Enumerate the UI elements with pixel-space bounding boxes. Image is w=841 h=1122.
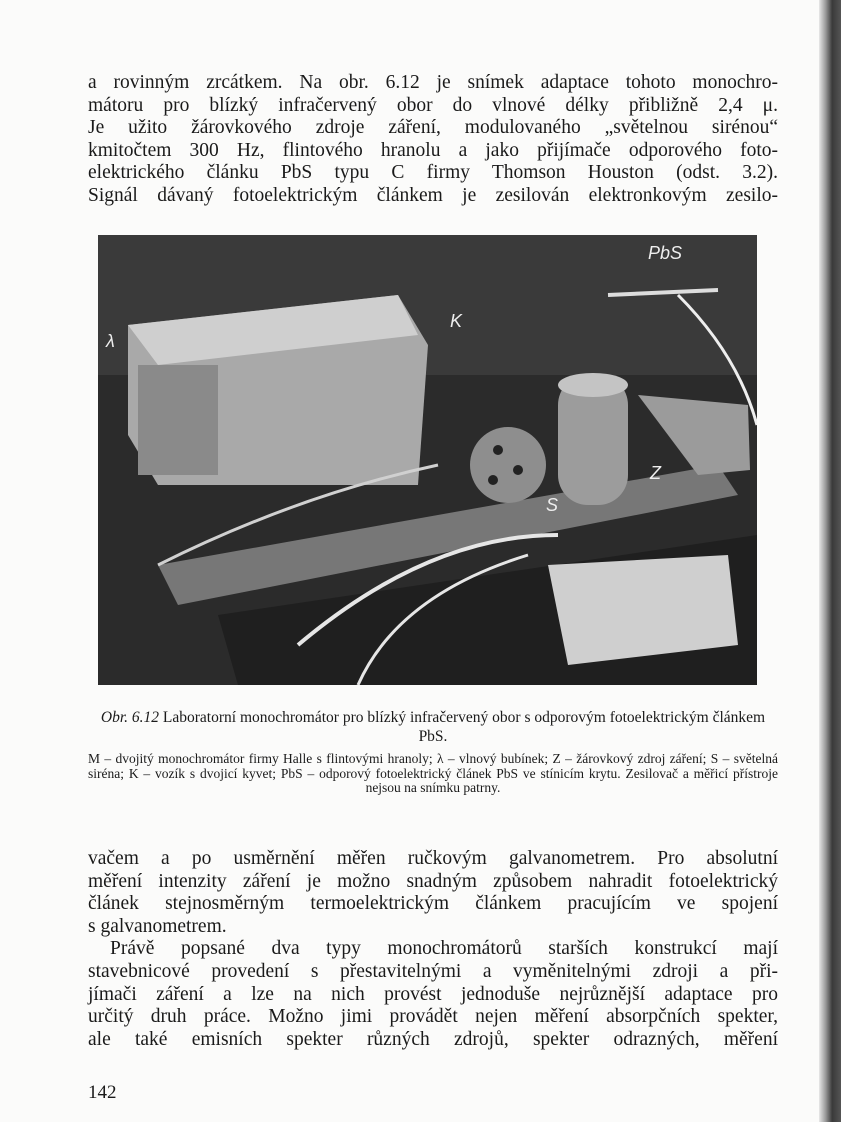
- text-line: ale také emisních spekter různých zdrojů, spekter odrazných, měření: [88, 1028, 778, 1050]
- text-line: článek stejnosměrným termoelektrickým článkem pracujícím ve spojení: [88, 893, 778, 915]
- label-s: S: [546, 495, 559, 515]
- text-line: mátoru pro blízký infračervený obor do vlnové délky přibližně 2,4 μ.: [88, 94, 778, 116]
- caption-title-text: Laboratorní monochromátor pro blízký infračervený obor s odporovým fotoelektrickým článkem PbS.: [162, 709, 766, 745]
- text-line: s galvanometrem.: [88, 915, 227, 937]
- top-paragraph: [88, 72, 778, 208]
- book-spine-shadow: [819, 0, 841, 1122]
- text-line: a rovinným zrcátkem. Na obr. 6.12 je snímek adaptace tohoto monochro-: [88, 72, 778, 93]
- text-line: vačem a po usměrnění měřen ručkovým galvanometrem. Pro absolutní: [88, 848, 778, 869]
- text-line: elektrického článku PbS typu C firmy Thomson Houston (odst. 3.2).: [88, 162, 778, 184]
- figure-caption: [88, 708, 778, 796]
- text-line: jímači záření a lze na nich provést jednoduše nejrůznější adaptace pro: [88, 983, 778, 1005]
- figure-photo: [98, 235, 757, 685]
- text-line: Právě popsané dva typy monochromátorů starších konstrukcí mají: [110, 938, 778, 960]
- text-line: určitý druh práce. Možno jimi provádět nejen měření absorpčních spekter,: [88, 1006, 778, 1028]
- caption-title: [88, 708, 778, 746]
- caption-legend: M – dvojitý monochromátor firmy Halle s flintovými hranoly; λ – vlnový bubínek; Z – žárovkový zdroj záření; S – světelná siréna; K – vozík s dvojicí kyvet; PbS – odporový fotoelektrický článek PbS ve stínicím krytu. Zesilovač a měřicí přístroje nejsou na snímku patrny.: [88, 751, 778, 795]
- text-line: stavebnicové provedení s přestavitelnými a vyměnitelnými zdroji a při-: [88, 960, 778, 982]
- label-lambda: λ: [106, 331, 115, 351]
- label-pbs: PbS: [648, 243, 683, 263]
- label-z: Z: [650, 463, 661, 483]
- page-number: 142: [88, 1082, 117, 1103]
- text-line: měření intenzity záření je možno snadným způsobem nahradit fotoelektrický: [88, 870, 778, 892]
- bottom-paragraphs: [88, 848, 778, 1051]
- caption-number: Obr. 6.12: [100, 709, 160, 726]
- label-k: K: [450, 311, 463, 331]
- text-line: Signál dávaný fotoelektrickým článkem je zesilován elektronkovým zesilo-: [88, 184, 778, 206]
- text-line: Je užito žárovkového zdroje záření, modulovaného „světelnou sirénou“: [88, 117, 778, 139]
- text-line: kmitočtem 300 Hz, flintového hranolu a jako přijímače odporového foto-: [88, 139, 778, 161]
